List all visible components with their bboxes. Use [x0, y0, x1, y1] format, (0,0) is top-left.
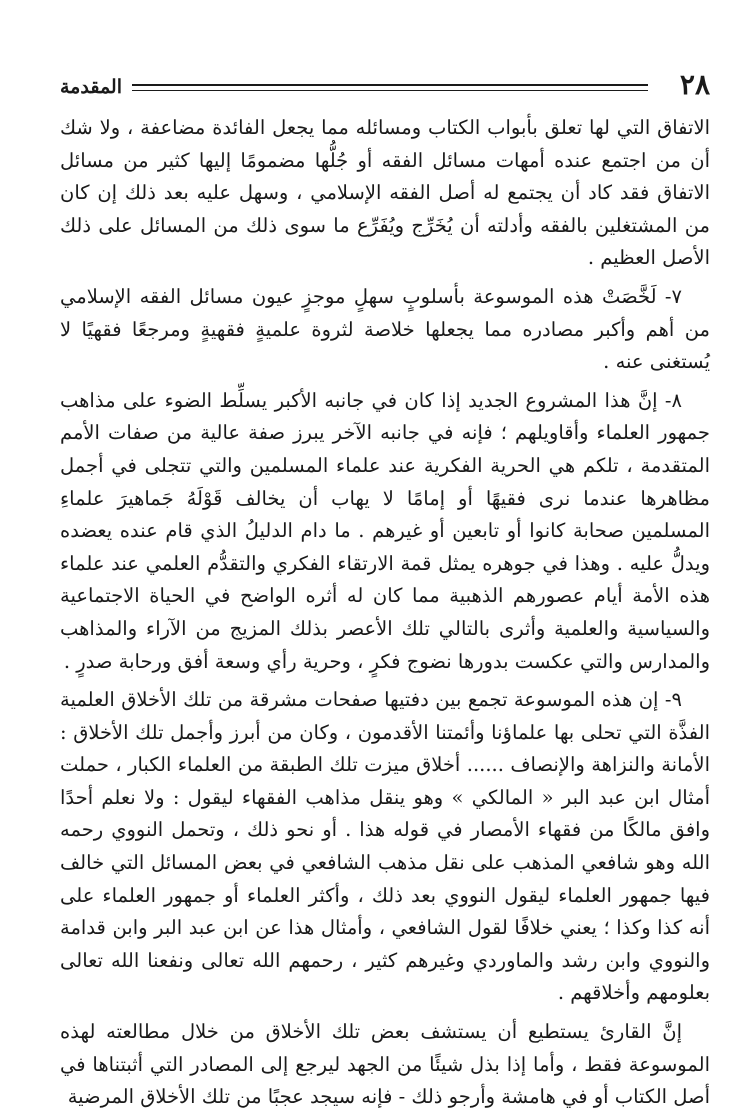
body-text [60, 112, 710, 1114]
header-rule-thin [132, 90, 648, 91]
paragraph-reader-note: إنَّ القارئ يستطيع أن يستشف بعض تلك الأخلاق من خلال مطالعته لهذه الموسوعة فقط ، وأما إذا بذل شيئًا من الجهد ليرجع إلى المصادر التي أثبتناها في أصل الكتاب أو في هامشة وأرجو ذلك - فإنه سيجد عجبًا من تلك الأخلاق المرضية [60, 1020, 710, 1109]
paragraph-point-7: ٧- لَخَّصَتْ هذه الموسوعة بأسلوبٍ سهلٍ موجزٍ عيون مسائل الفقه الإسلامي من أهم وأكبر مصادره مما يجعلها خلاصة لثروة علميةٍ فقهيةٍ ومرجعًا فقهيًا لا يُستغنى عنه . [60, 284, 710, 374]
paragraph-point-9: ٩- إن هذه الموسوعة تجمع بين دفتيها صفحات مشرقة من تلك الأخلاق العلمية الفذَّة التي تحلى بها علماؤنا وأئمتنا الأقدمون ، وكان من أبرز وأجمل تلك الأخلاق : الأمانة والنزاهة والإنصاف ...... أخلاق ميزت تلك الطبقة من العلماء الكبار ، حملت أمثال ابن عبد البر « المالكي » وهو ينقل مذاهب الفقهاء ليقول : ولا نعلم أحدًا وافق مالكًا من فقهاء الأمصار في قوله هذا . أو نحو ذلك ، وتحمل النووي رحمه الله وهو شافعي المذهب على نقل مذهب الشافعي في بعض المسائل التي خالف فيها جمهور العلماء ليقول النووي بعد ذلك ، وأكثر العلماء أو جمهور العلماء على أنه كذا وكذا ؛ يعني خلافًا لقول الشافعي ، وأمثال هذا عن ابن عبد البر وابن قدامة والنووي وابن رشد والماوردي وغيرهم كثير ، رحمهم الله تعالى ونفعنا الله تعالى بعلومهم وأخلاقهم . [60, 688, 710, 1005]
header-rule [132, 84, 648, 86]
page-header [60, 68, 710, 108]
page-number: ٢٨ [679, 68, 710, 101]
section-title: المقدمة [60, 76, 123, 98]
paragraph-point-8: ٨- إنَّ هذا المشروع الجديد إذا كان في جانبه الأكبر يسلِّط الضوء على مذاهب جمهور العلماء وأقاويلهم ؛ فإنه في جانبه الآخر يبرز صفة عالية من صفات الأمم المتقدمة ، تلكم هي الحرية الفكرية عند علماء المسلمين والتي تتجلى في أجمل مظاهرها عندما نرى فقيهًا أو إمامًا لا يهاب أن يخالف قَوْلَهُ جَماهيرَ علماءِ المسلمين صحابة كانوا أو تابعين أو غيرهم . ما دام الدليلُ الذي قام عنده يعضده ويدلُّ عليه . وهذا في جوهره يمثل قمة الارتقاء الفكري والتقدُّم العلمي عند علماء هذه الأمة أيام عصورهم الذهبية مما كان له أثره الواضح في الحياة الاجتماعية والسياسية والعلمية وأثرى بالتالي تلك الأعصر بذلك المزيج من الآراء والمذاهب والمدارس والتي عكست بدورها نضوج فكرٍ ، وحرية رأي وسعة أفق ورحابة صدرٍ . [60, 388, 710, 673]
paragraph-agreement-issues: الاتفاق التي لها تعلق بأبواب الكتاب ومسائله مما يجعل الفائدة مضاعفة ، ولا شك أن من اجتمع عنده أمهات مسائل الفقه أو جُلُّها مضمومًا إليها كثير من مسائل الاتفاق فقد كاد أن يجتمع له أصل الفقه الإسلامي ، وسهل عليه بعد ذلك إن كان من المشتغلين بالفقه وأدلته أن يُخَرِّج ويُفَرِّع ما سوى ذلك من المسائل على ذلك الأصل العظيم . [60, 116, 710, 270]
